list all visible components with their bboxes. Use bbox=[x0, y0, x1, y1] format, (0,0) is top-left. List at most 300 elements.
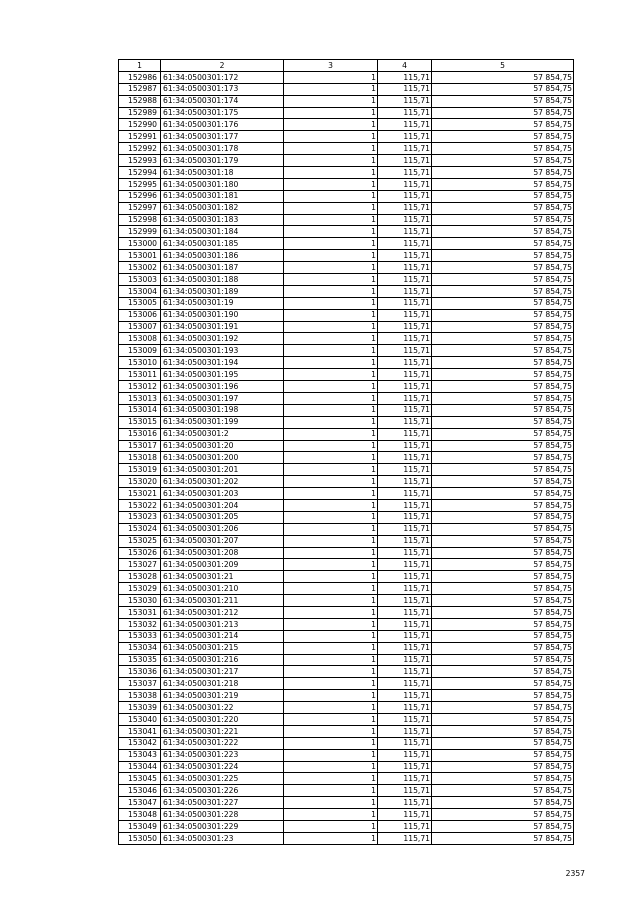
cell-row-number: 153036 bbox=[119, 666, 161, 678]
cell-quantity: 1 bbox=[284, 428, 378, 440]
cell-cadastral-number: 61:34:0500301:187 bbox=[161, 262, 284, 274]
cell-area: 115,71 bbox=[378, 309, 432, 321]
cell-cost: 57 854,75 bbox=[432, 595, 574, 607]
header-col-2: 2 bbox=[161, 60, 284, 72]
cell-cost: 57 854,75 bbox=[432, 690, 574, 702]
cell-quantity: 1 bbox=[284, 369, 378, 381]
cell-cost: 57 854,75 bbox=[432, 523, 574, 535]
cell-cadastral-number: 61:34:0500301:181 bbox=[161, 190, 284, 202]
cell-cost: 57 854,75 bbox=[432, 178, 574, 190]
cell-row-number: 153018 bbox=[119, 452, 161, 464]
cell-quantity: 1 bbox=[284, 297, 378, 309]
cell-row-number: 152989 bbox=[119, 107, 161, 119]
cell-cost: 57 854,75 bbox=[432, 464, 574, 476]
cell-quantity: 1 bbox=[284, 618, 378, 630]
cell-cadastral-number: 61:34:0500301:198 bbox=[161, 404, 284, 416]
cell-quantity: 1 bbox=[284, 131, 378, 143]
cell-area: 115,71 bbox=[378, 143, 432, 155]
cell-area: 115,71 bbox=[378, 666, 432, 678]
cell-quantity: 1 bbox=[284, 535, 378, 547]
cell-cadastral-number: 61:34:0500301:199 bbox=[161, 416, 284, 428]
cell-cost: 57 854,75 bbox=[432, 476, 574, 488]
cell-cost: 57 854,75 bbox=[432, 143, 574, 155]
cell-cost: 57 854,75 bbox=[432, 713, 574, 725]
cell-area: 115,71 bbox=[378, 392, 432, 404]
cell-cadastral-number: 61:34:0500301:193 bbox=[161, 345, 284, 357]
cell-row-number: 153030 bbox=[119, 595, 161, 607]
table-row bbox=[119, 297, 574, 309]
cell-cadastral-number: 61:34:0500301:18 bbox=[161, 167, 284, 179]
cell-row-number: 153016 bbox=[119, 428, 161, 440]
table-row bbox=[119, 250, 574, 262]
cell-cost: 57 854,75 bbox=[432, 571, 574, 583]
header-col-3: 3 bbox=[284, 60, 378, 72]
cell-quantity: 1 bbox=[284, 285, 378, 297]
table-row bbox=[119, 143, 574, 155]
cell-quantity: 1 bbox=[284, 630, 378, 642]
cell-cadastral-number: 61:34:0500301:226 bbox=[161, 785, 284, 797]
cell-quantity: 1 bbox=[284, 476, 378, 488]
header-col-1: 1 bbox=[119, 60, 161, 72]
cell-area: 115,71 bbox=[378, 535, 432, 547]
cell-cost: 57 854,75 bbox=[432, 214, 574, 226]
cell-area: 115,71 bbox=[378, 559, 432, 571]
cell-cost: 57 854,75 bbox=[432, 167, 574, 179]
header-row bbox=[119, 60, 574, 72]
table-row bbox=[119, 809, 574, 821]
cell-cadastral-number: 61:34:0500301:208 bbox=[161, 547, 284, 559]
cell-cadastral-number: 61:34:0500301:211 bbox=[161, 595, 284, 607]
cell-quantity: 1 bbox=[284, 83, 378, 95]
cell-area: 115,71 bbox=[378, 190, 432, 202]
cell-cadastral-number: 61:34:0500301:227 bbox=[161, 797, 284, 809]
cell-row-number: 152986 bbox=[119, 71, 161, 83]
cell-quantity: 1 bbox=[284, 511, 378, 523]
cell-row-number: 153017 bbox=[119, 440, 161, 452]
cell-cadastral-number: 61:34:0500301:184 bbox=[161, 226, 284, 238]
cell-cadastral-number: 61:34:0500301:195 bbox=[161, 369, 284, 381]
header-col-5: 5 bbox=[432, 60, 574, 72]
table-row bbox=[119, 238, 574, 250]
cell-cost: 57 854,75 bbox=[432, 832, 574, 844]
cell-row-number: 152998 bbox=[119, 214, 161, 226]
cell-area: 115,71 bbox=[378, 71, 432, 83]
table-row bbox=[119, 321, 574, 333]
cell-area: 115,71 bbox=[378, 238, 432, 250]
cell-cost: 57 854,75 bbox=[432, 761, 574, 773]
cell-row-number: 152994 bbox=[119, 167, 161, 179]
cell-cost: 57 854,75 bbox=[432, 797, 574, 809]
table-row bbox=[119, 476, 574, 488]
cell-area: 115,71 bbox=[378, 476, 432, 488]
table-row bbox=[119, 167, 574, 179]
table-row bbox=[119, 131, 574, 143]
cell-cost: 57 854,75 bbox=[432, 559, 574, 571]
table-row bbox=[119, 749, 574, 761]
cell-quantity: 1 bbox=[284, 702, 378, 714]
cell-cost: 57 854,75 bbox=[432, 404, 574, 416]
cell-row-number: 153004 bbox=[119, 285, 161, 297]
cell-quantity: 1 bbox=[284, 666, 378, 678]
cell-quantity: 1 bbox=[284, 226, 378, 238]
cell-row-number: 152991 bbox=[119, 131, 161, 143]
cell-cadastral-number: 61:34:0500301:186 bbox=[161, 250, 284, 262]
cell-quantity: 1 bbox=[284, 452, 378, 464]
cell-cadastral-number: 61:34:0500301:177 bbox=[161, 131, 284, 143]
cell-cost: 57 854,75 bbox=[432, 71, 574, 83]
cell-area: 115,71 bbox=[378, 523, 432, 535]
table-row bbox=[119, 523, 574, 535]
cell-cost: 57 854,75 bbox=[432, 95, 574, 107]
cell-area: 115,71 bbox=[378, 630, 432, 642]
cell-row-number: 153037 bbox=[119, 678, 161, 690]
cell-area: 115,71 bbox=[378, 297, 432, 309]
cell-cadastral-number: 61:34:0500301:202 bbox=[161, 476, 284, 488]
cell-cadastral-number: 61:34:0500301:189 bbox=[161, 285, 284, 297]
cell-area: 115,71 bbox=[378, 690, 432, 702]
cell-area: 115,71 bbox=[378, 404, 432, 416]
cell-cost: 57 854,75 bbox=[432, 630, 574, 642]
table-row bbox=[119, 345, 574, 357]
table-row bbox=[119, 119, 574, 131]
cell-row-number: 153035 bbox=[119, 654, 161, 666]
cell-quantity: 1 bbox=[284, 488, 378, 500]
cell-quantity: 1 bbox=[284, 725, 378, 737]
cell-row-number: 153008 bbox=[119, 333, 161, 345]
cell-area: 115,71 bbox=[378, 226, 432, 238]
cell-cost: 57 854,75 bbox=[432, 274, 574, 286]
cell-area: 115,71 bbox=[378, 83, 432, 95]
cell-row-number: 153002 bbox=[119, 262, 161, 274]
cell-quantity: 1 bbox=[284, 809, 378, 821]
cell-cadastral-number: 61:34:0500301:220 bbox=[161, 713, 284, 725]
cell-cadastral-number: 61:34:0500301:224 bbox=[161, 761, 284, 773]
cell-quantity: 1 bbox=[284, 119, 378, 131]
cell-area: 115,71 bbox=[378, 369, 432, 381]
cell-area: 115,71 bbox=[378, 416, 432, 428]
cell-cadastral-number: 61:34:0500301:183 bbox=[161, 214, 284, 226]
cell-area: 115,71 bbox=[378, 499, 432, 511]
cell-row-number: 153015 bbox=[119, 416, 161, 428]
cell-cost: 57 854,75 bbox=[432, 392, 574, 404]
cell-area: 115,71 bbox=[378, 452, 432, 464]
cell-row-number: 153044 bbox=[119, 761, 161, 773]
cell-cost: 57 854,75 bbox=[432, 131, 574, 143]
cell-quantity: 1 bbox=[284, 321, 378, 333]
cell-row-number: 153023 bbox=[119, 511, 161, 523]
cell-quantity: 1 bbox=[284, 583, 378, 595]
cell-quantity: 1 bbox=[284, 143, 378, 155]
cell-area: 115,71 bbox=[378, 119, 432, 131]
cell-row-number: 153001 bbox=[119, 250, 161, 262]
cell-area: 115,71 bbox=[378, 333, 432, 345]
table-row bbox=[119, 178, 574, 190]
cell-cadastral-number: 61:34:0500301:201 bbox=[161, 464, 284, 476]
header-col-4: 4 bbox=[378, 60, 432, 72]
cell-area: 115,71 bbox=[378, 131, 432, 143]
table-row bbox=[119, 547, 574, 559]
cell-area: 115,71 bbox=[378, 440, 432, 452]
cell-cost: 57 854,75 bbox=[432, 654, 574, 666]
page-number: 2357 bbox=[565, 869, 585, 878]
cell-cost: 57 854,75 bbox=[432, 119, 574, 131]
table-row bbox=[119, 202, 574, 214]
cell-row-number: 153039 bbox=[119, 702, 161, 714]
table-row bbox=[119, 725, 574, 737]
cell-cost: 57 854,75 bbox=[432, 428, 574, 440]
table-row bbox=[119, 226, 574, 238]
table-row bbox=[119, 488, 574, 500]
table-row bbox=[119, 821, 574, 833]
table-row bbox=[119, 642, 574, 654]
cell-row-number: 153047 bbox=[119, 797, 161, 809]
cell-quantity: 1 bbox=[284, 155, 378, 167]
cell-area: 115,71 bbox=[378, 274, 432, 286]
cell-row-number: 153006 bbox=[119, 309, 161, 321]
table-row bbox=[119, 773, 574, 785]
cell-cadastral-number: 61:34:0500301:214 bbox=[161, 630, 284, 642]
cell-cost: 57 854,75 bbox=[432, 309, 574, 321]
cell-quantity: 1 bbox=[284, 262, 378, 274]
cell-row-number: 153050 bbox=[119, 832, 161, 844]
cell-cadastral-number: 61:34:0500301:179 bbox=[161, 155, 284, 167]
cell-cost: 57 854,75 bbox=[432, 642, 574, 654]
table-row bbox=[119, 95, 574, 107]
cell-cadastral-number: 61:34:0500301:196 bbox=[161, 381, 284, 393]
cell-row-number: 153041 bbox=[119, 725, 161, 737]
cell-cadastral-number: 61:34:0500301:2 bbox=[161, 428, 284, 440]
table-row bbox=[119, 452, 574, 464]
cell-quantity: 1 bbox=[284, 309, 378, 321]
cell-cadastral-number: 61:34:0500301:229 bbox=[161, 821, 284, 833]
cell-quantity: 1 bbox=[284, 785, 378, 797]
table-row bbox=[119, 654, 574, 666]
cell-quantity: 1 bbox=[284, 95, 378, 107]
cell-cost: 57 854,75 bbox=[432, 440, 574, 452]
cell-cost: 57 854,75 bbox=[432, 488, 574, 500]
table-row bbox=[119, 369, 574, 381]
cell-cadastral-number: 61:34:0500301:221 bbox=[161, 725, 284, 737]
cell-row-number: 153034 bbox=[119, 642, 161, 654]
table-row bbox=[119, 606, 574, 618]
cell-cadastral-number: 61:34:0500301:175 bbox=[161, 107, 284, 119]
table-row bbox=[119, 785, 574, 797]
cell-quantity: 1 bbox=[284, 214, 378, 226]
cell-row-number: 152988 bbox=[119, 95, 161, 107]
table-row bbox=[119, 832, 574, 844]
cell-cadastral-number: 61:34:0500301:213 bbox=[161, 618, 284, 630]
cell-cadastral-number: 61:34:0500301:174 bbox=[161, 95, 284, 107]
cell-cost: 57 854,75 bbox=[432, 333, 574, 345]
cell-cost: 57 854,75 bbox=[432, 83, 574, 95]
cell-cadastral-number: 61:34:0500301:206 bbox=[161, 523, 284, 535]
cell-row-number: 152987 bbox=[119, 83, 161, 95]
table-row bbox=[119, 761, 574, 773]
cell-quantity: 1 bbox=[284, 274, 378, 286]
table-row bbox=[119, 107, 574, 119]
cell-quantity: 1 bbox=[284, 797, 378, 809]
cell-cadastral-number: 61:34:0500301:225 bbox=[161, 773, 284, 785]
cell-cadastral-number: 61:34:0500301:200 bbox=[161, 452, 284, 464]
cell-quantity: 1 bbox=[284, 523, 378, 535]
cell-area: 115,71 bbox=[378, 606, 432, 618]
cell-area: 115,71 bbox=[378, 725, 432, 737]
cell-quantity: 1 bbox=[284, 71, 378, 83]
cell-area: 115,71 bbox=[378, 547, 432, 559]
cell-cost: 57 854,75 bbox=[432, 155, 574, 167]
data-table bbox=[118, 59, 574, 845]
cell-row-number: 153042 bbox=[119, 737, 161, 749]
cell-area: 115,71 bbox=[378, 95, 432, 107]
cell-quantity: 1 bbox=[284, 190, 378, 202]
cell-cadastral-number: 61:34:0500301:212 bbox=[161, 606, 284, 618]
cell-quantity: 1 bbox=[284, 606, 378, 618]
table-row bbox=[119, 83, 574, 95]
table-row bbox=[119, 583, 574, 595]
cell-cadastral-number: 61:34:0500301:222 bbox=[161, 737, 284, 749]
cell-row-number: 153032 bbox=[119, 618, 161, 630]
table-row bbox=[119, 285, 574, 297]
cell-quantity: 1 bbox=[284, 761, 378, 773]
cell-row-number: 153012 bbox=[119, 381, 161, 393]
cell-cost: 57 854,75 bbox=[432, 250, 574, 262]
cell-row-number: 153021 bbox=[119, 488, 161, 500]
table-row bbox=[119, 155, 574, 167]
cell-cost: 57 854,75 bbox=[432, 357, 574, 369]
cell-cadastral-number: 61:34:0500301:216 bbox=[161, 654, 284, 666]
cell-row-number: 153005 bbox=[119, 297, 161, 309]
cell-cadastral-number: 61:34:0500301:223 bbox=[161, 749, 284, 761]
table-row bbox=[119, 559, 574, 571]
cell-cadastral-number: 61:34:0500301:176 bbox=[161, 119, 284, 131]
cell-cost: 57 854,75 bbox=[432, 416, 574, 428]
cell-area: 115,71 bbox=[378, 785, 432, 797]
cell-row-number: 153028 bbox=[119, 571, 161, 583]
cell-row-number: 153000 bbox=[119, 238, 161, 250]
cell-quantity: 1 bbox=[284, 440, 378, 452]
cell-cost: 57 854,75 bbox=[432, 369, 574, 381]
cell-cadastral-number: 61:34:0500301:207 bbox=[161, 535, 284, 547]
table-row bbox=[119, 678, 574, 690]
cell-cost: 57 854,75 bbox=[432, 678, 574, 690]
table-row bbox=[119, 535, 574, 547]
cell-quantity: 1 bbox=[284, 571, 378, 583]
cell-quantity: 1 bbox=[284, 642, 378, 654]
cell-area: 115,71 bbox=[378, 809, 432, 821]
cell-cost: 57 854,75 bbox=[432, 345, 574, 357]
cell-row-number: 153038 bbox=[119, 690, 161, 702]
cell-cost: 57 854,75 bbox=[432, 749, 574, 761]
table-row bbox=[119, 381, 574, 393]
cell-row-number: 153029 bbox=[119, 583, 161, 595]
cell-cadastral-number: 61:34:0500301:192 bbox=[161, 333, 284, 345]
cell-row-number: 153048 bbox=[119, 809, 161, 821]
cell-quantity: 1 bbox=[284, 464, 378, 476]
cell-cost: 57 854,75 bbox=[432, 606, 574, 618]
cell-area: 115,71 bbox=[378, 262, 432, 274]
cell-area: 115,71 bbox=[378, 345, 432, 357]
cell-row-number: 153031 bbox=[119, 606, 161, 618]
table-row bbox=[119, 499, 574, 511]
table-row bbox=[119, 690, 574, 702]
cell-row-number: 153026 bbox=[119, 547, 161, 559]
table-row bbox=[119, 309, 574, 321]
cell-cadastral-number: 61:34:0500301:209 bbox=[161, 559, 284, 571]
table-row bbox=[119, 595, 574, 607]
table-row bbox=[119, 440, 574, 452]
cell-cost: 57 854,75 bbox=[432, 452, 574, 464]
table-row bbox=[119, 392, 574, 404]
cell-row-number: 153043 bbox=[119, 749, 161, 761]
table-row bbox=[119, 702, 574, 714]
cell-cadastral-number: 61:34:0500301:173 bbox=[161, 83, 284, 95]
cell-cadastral-number: 61:34:0500301:217 bbox=[161, 666, 284, 678]
cell-row-number: 153009 bbox=[119, 345, 161, 357]
cell-area: 115,71 bbox=[378, 797, 432, 809]
cell-cost: 57 854,75 bbox=[432, 785, 574, 797]
cell-cadastral-number: 61:34:0500301:178 bbox=[161, 143, 284, 155]
table-row bbox=[119, 357, 574, 369]
cell-area: 115,71 bbox=[378, 464, 432, 476]
cell-cadastral-number: 61:34:0500301:218 bbox=[161, 678, 284, 690]
table-row bbox=[119, 666, 574, 678]
cell-cost: 57 854,75 bbox=[432, 821, 574, 833]
cell-quantity: 1 bbox=[284, 107, 378, 119]
cell-row-number: 153040 bbox=[119, 713, 161, 725]
cell-quantity: 1 bbox=[284, 678, 378, 690]
table-row bbox=[119, 404, 574, 416]
table-row bbox=[119, 630, 574, 642]
cell-quantity: 1 bbox=[284, 381, 378, 393]
cell-quantity: 1 bbox=[284, 737, 378, 749]
cell-cadastral-number: 61:34:0500301:205 bbox=[161, 511, 284, 523]
cell-area: 115,71 bbox=[378, 832, 432, 844]
cell-cadastral-number: 61:34:0500301:203 bbox=[161, 488, 284, 500]
cell-area: 115,71 bbox=[378, 428, 432, 440]
cell-cost: 57 854,75 bbox=[432, 511, 574, 523]
cell-cadastral-number: 61:34:0500301:219 bbox=[161, 690, 284, 702]
table-row bbox=[119, 416, 574, 428]
cell-row-number: 153020 bbox=[119, 476, 161, 488]
cell-row-number: 153025 bbox=[119, 535, 161, 547]
cell-row-number: 153013 bbox=[119, 392, 161, 404]
cell-quantity: 1 bbox=[284, 250, 378, 262]
table-row bbox=[119, 274, 574, 286]
cell-cost: 57 854,75 bbox=[432, 381, 574, 393]
table-row bbox=[119, 511, 574, 523]
cell-row-number: 153011 bbox=[119, 369, 161, 381]
cell-row-number: 153046 bbox=[119, 785, 161, 797]
cell-area: 115,71 bbox=[378, 321, 432, 333]
cell-quantity: 1 bbox=[284, 832, 378, 844]
cell-quantity: 1 bbox=[284, 595, 378, 607]
cell-cadastral-number: 61:34:0500301:190 bbox=[161, 309, 284, 321]
cell-cadastral-number: 61:34:0500301:228 bbox=[161, 809, 284, 821]
cell-cost: 57 854,75 bbox=[432, 297, 574, 309]
table-row bbox=[119, 190, 574, 202]
cell-cadastral-number: 61:34:0500301:19 bbox=[161, 297, 284, 309]
cell-cost: 57 854,75 bbox=[432, 190, 574, 202]
cell-area: 115,71 bbox=[378, 155, 432, 167]
cell-cost: 57 854,75 bbox=[432, 499, 574, 511]
cell-quantity: 1 bbox=[284, 404, 378, 416]
cell-cost: 57 854,75 bbox=[432, 737, 574, 749]
table-row bbox=[119, 737, 574, 749]
cell-cadastral-number: 61:34:0500301:215 bbox=[161, 642, 284, 654]
cell-cadastral-number: 61:34:0500301:22 bbox=[161, 702, 284, 714]
table-row bbox=[119, 71, 574, 83]
cell-area: 115,71 bbox=[378, 821, 432, 833]
